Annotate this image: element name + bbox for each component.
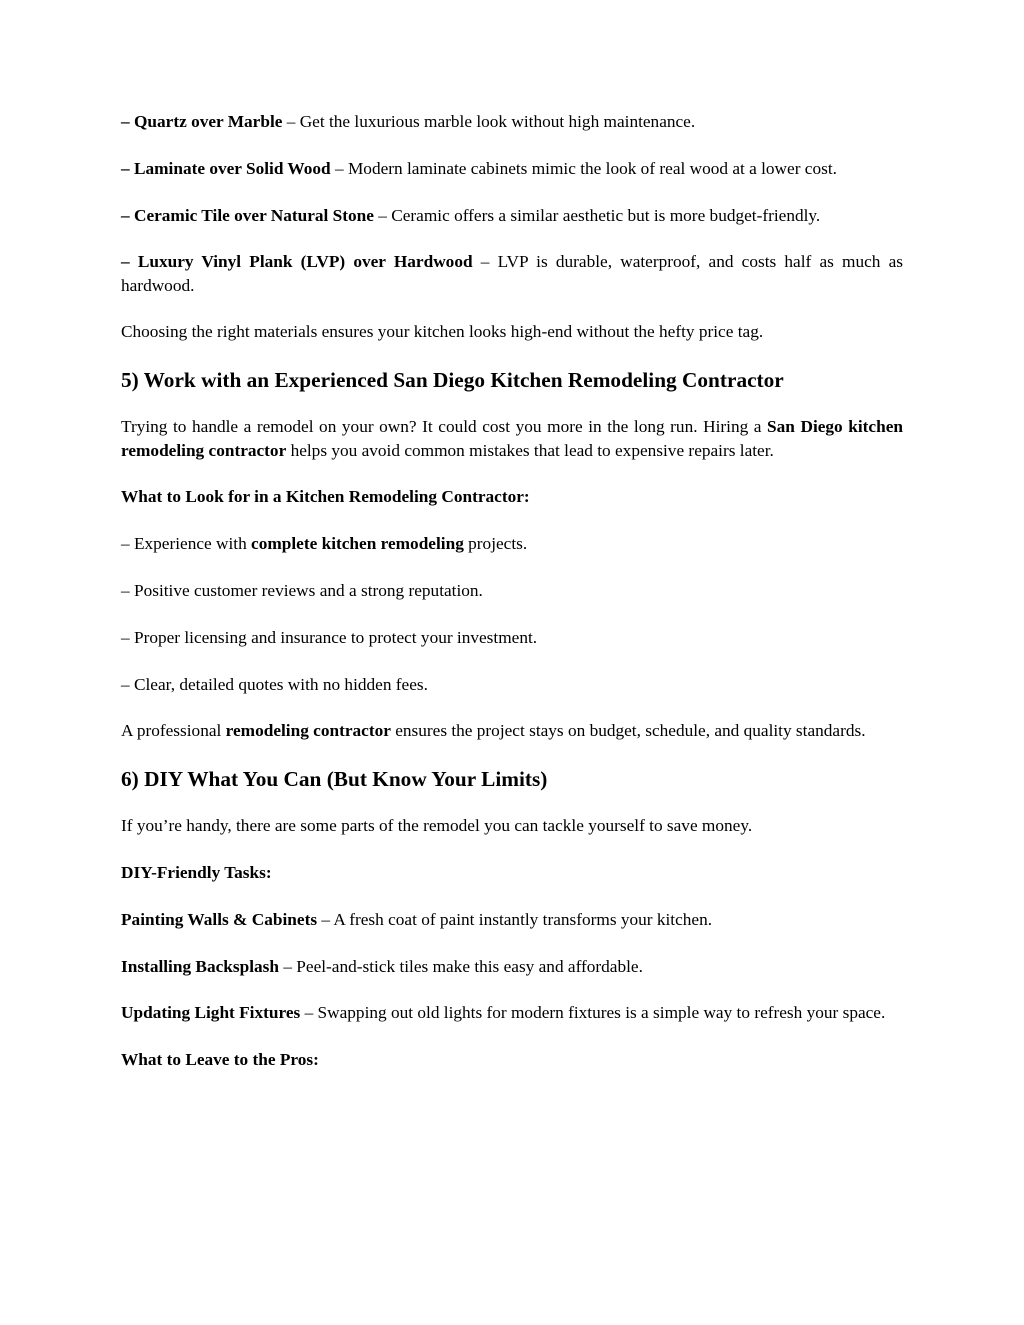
contractor-criteria-item: – Experience with complete kitchen remodeling projects. (121, 534, 528, 554)
contractor-criteria-item: – Clear, detailed quotes with no hidden fees. (121, 674, 428, 694)
section-5-heading: 5) Work with an Experienced San Diego Kitchen Remodeling Contractor (121, 368, 784, 393)
diy-task-item: Updating Light Fixtures – Swapping out old lights for modern fixtures is a simple way to refresh your space. (121, 1003, 886, 1023)
material-desc: – Get the luxurious marble look without high maintenance. (282, 112, 696, 131)
pros-heading: What to Leave to the Pros: (121, 1050, 319, 1070)
material-item-laminate (121, 157, 903, 180)
material-term: – Ceramic Tile over Natural Stone (121, 205, 374, 225)
material-term: – Laminate over Solid Wood (121, 158, 331, 178)
section-6-intro: If you’re handy, there are some parts of the remodel you can tackle yourself to save money. (121, 816, 753, 836)
material-term: – Quartz over Marble (121, 112, 283, 131)
materials-conclusion: Choosing the right materials ensures your kitchen looks high-end without the hefty price tag. (121, 322, 764, 342)
material-desc: – Modern laminate cabinets mimic the look of real wood at a lower cost. (330, 158, 837, 178)
material-item-lvp (121, 250, 903, 297)
material-item-ceramic (121, 204, 903, 227)
section-5-intro: Trying to handle a remodel on your own? It could cost you more in the long run. Hiring a San Diego kitchen remodeling contractor helps you avoid common mistakes that lead to expensive repairs later. (121, 417, 903, 460)
section-5-closing: A professional remodeling contractor ensures the project stays on budget, schedule, and quality standards. (121, 721, 866, 741)
diy-task-item: Painting Walls & Cabinets – A fresh coat of paint instantly transforms your kitchen. (121, 909, 713, 929)
contractor-criteria-item: – Positive customer reviews and a strong reputation. (121, 580, 483, 600)
diy-task-item: Installing Backsplash – Peel-and-stick tiles make this easy and affordable. (121, 956, 643, 976)
section-6-heading: 6) DIY What You Can (But Know Your Limits) (121, 767, 548, 792)
material-item-quartz (121, 110, 903, 133)
section-5-subheading: What to Look for in a Kitchen Remodeling Contractor: (121, 487, 530, 507)
material-term: – Luxury Vinyl Plank (LVP) over Hardwood (121, 252, 473, 272)
contractor-criteria-item: – Proper licensing and insurance to protect your investment. (121, 627, 538, 647)
material-desc: – Ceramic offers a similar aesthetic but is more budget-friendly. (373, 205, 821, 225)
document-page (121, 110, 903, 1095)
section-6-subheading: DIY-Friendly Tasks: (121, 862, 272, 882)
material-desc: – LVP is durable, waterproof, and costs half as much as hardwood. (121, 252, 903, 295)
